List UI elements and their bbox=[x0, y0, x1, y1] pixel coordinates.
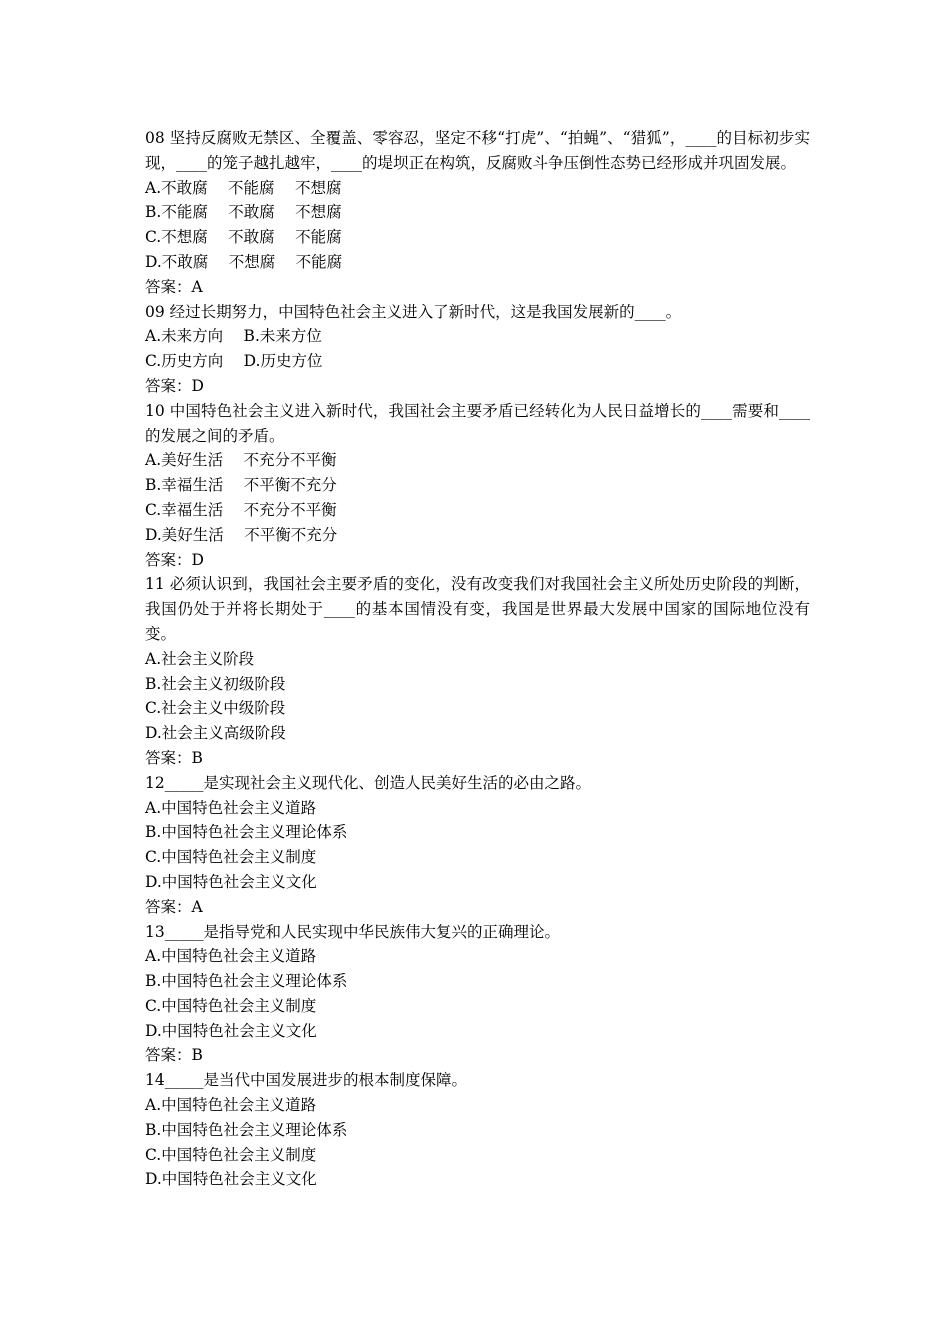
option-c: C.幸福生活 不充分不平衡 bbox=[145, 500, 337, 519]
option-a: A.社会主义阶段 bbox=[145, 649, 255, 668]
question-stem: 10 中国特色社会主义进入新时代，我国社会主要矛盾已经转化为人民日益增长的____需要和____的发展之间的矛盾。 bbox=[145, 401, 810, 445]
option-d: D.中国特色社会主义文化 bbox=[145, 872, 317, 891]
document-body bbox=[145, 126, 810, 1192]
question-stem: 09 经过长期努力，中国特色社会主义进入了新时代，这是我国发展新的____。 bbox=[145, 302, 682, 321]
answer: 答案：A bbox=[145, 277, 203, 296]
option-b: B.中国特色社会主义理论体系 bbox=[145, 972, 348, 991]
option-ab: A.未来方向 B.未来方位 bbox=[145, 327, 322, 346]
answer: 答案：D bbox=[145, 550, 204, 569]
option-cd: C.历史方向 D.历史方位 bbox=[145, 352, 323, 371]
option-c: C.社会主义中级阶段 bbox=[145, 699, 286, 718]
option-b: B.不能腐 不敢腐 不想腐 bbox=[145, 203, 342, 222]
option-c: C.中国特色社会主义制度 bbox=[145, 848, 317, 867]
option-a: A.中国特色社会主义道路 bbox=[145, 1096, 317, 1115]
question-stem: 12_____是实现社会主义现代化、创造人民美好生活的必由之路。 bbox=[145, 773, 591, 792]
option-c: C.中国特色社会主义制度 bbox=[145, 1145, 317, 1164]
question-stem: 11 必须认识到，我国社会主要矛盾的变化，没有改变我们对我国社会主义所处历史阶段的判断，我国仍处于并将长期处于____的基本国情没有变，我国是世界最大发展中国家的国际地位没有变。 bbox=[145, 575, 810, 643]
question-08 bbox=[145, 126, 810, 300]
answer: 答案：D bbox=[145, 376, 204, 395]
question-stem: 08 坚持反腐败无禁区、全覆盖、零容忍，坚定不移“打虎”、“拍蝇”、“猎狐”，____的目标初步实现，____的笼子越扎越牢，____的堤坝正在构筑，反腐败斗争压倒性态势已经形成并巩固发展。 bbox=[145, 129, 810, 172]
option-b: B.社会主义初级阶段 bbox=[145, 674, 286, 693]
option-a: A.中国特色社会主义道路 bbox=[145, 947, 317, 966]
question-10 bbox=[145, 399, 810, 573]
question-14 bbox=[145, 1068, 810, 1192]
option-a: A.中国特色社会主义道路 bbox=[145, 798, 317, 817]
question-stem: 14_____是当代中国发展进步的根本制度保障。 bbox=[145, 1071, 467, 1090]
answer: 答案：B bbox=[145, 748, 203, 767]
option-a: A.美好生活 不充分不平衡 bbox=[145, 451, 337, 470]
question-13 bbox=[145, 920, 810, 1069]
option-b: B.中国特色社会主义理论体系 bbox=[145, 823, 348, 842]
question-09 bbox=[145, 300, 810, 399]
option-a: A.不敢腐 不能腐 不想腐 bbox=[145, 178, 342, 197]
answer: 答案：A bbox=[145, 897, 203, 916]
question-11 bbox=[145, 572, 810, 770]
question-12 bbox=[145, 771, 810, 920]
option-d: D.社会主义高级阶段 bbox=[145, 724, 286, 743]
option-c: C.不想腐 不敢腐 不能腐 bbox=[145, 228, 342, 247]
option-b: B.幸福生活 不平衡不充分 bbox=[145, 476, 337, 495]
option-d: D.中国特色社会主义文化 bbox=[145, 1170, 317, 1189]
option-b: B.中国特色社会主义理论体系 bbox=[145, 1120, 348, 1139]
option-d: D.不敢腐 不想腐 不能腐 bbox=[145, 252, 343, 271]
question-stem: 13_____是指导党和人民实现中华民族伟大复兴的正确理论。 bbox=[145, 922, 560, 941]
answer: 答案：B bbox=[145, 1046, 203, 1065]
option-d: D.美好生活 不平衡不充分 bbox=[145, 525, 338, 544]
option-d: D.中国特色社会主义文化 bbox=[145, 1021, 317, 1040]
option-c: C.中国特色社会主义制度 bbox=[145, 996, 317, 1015]
